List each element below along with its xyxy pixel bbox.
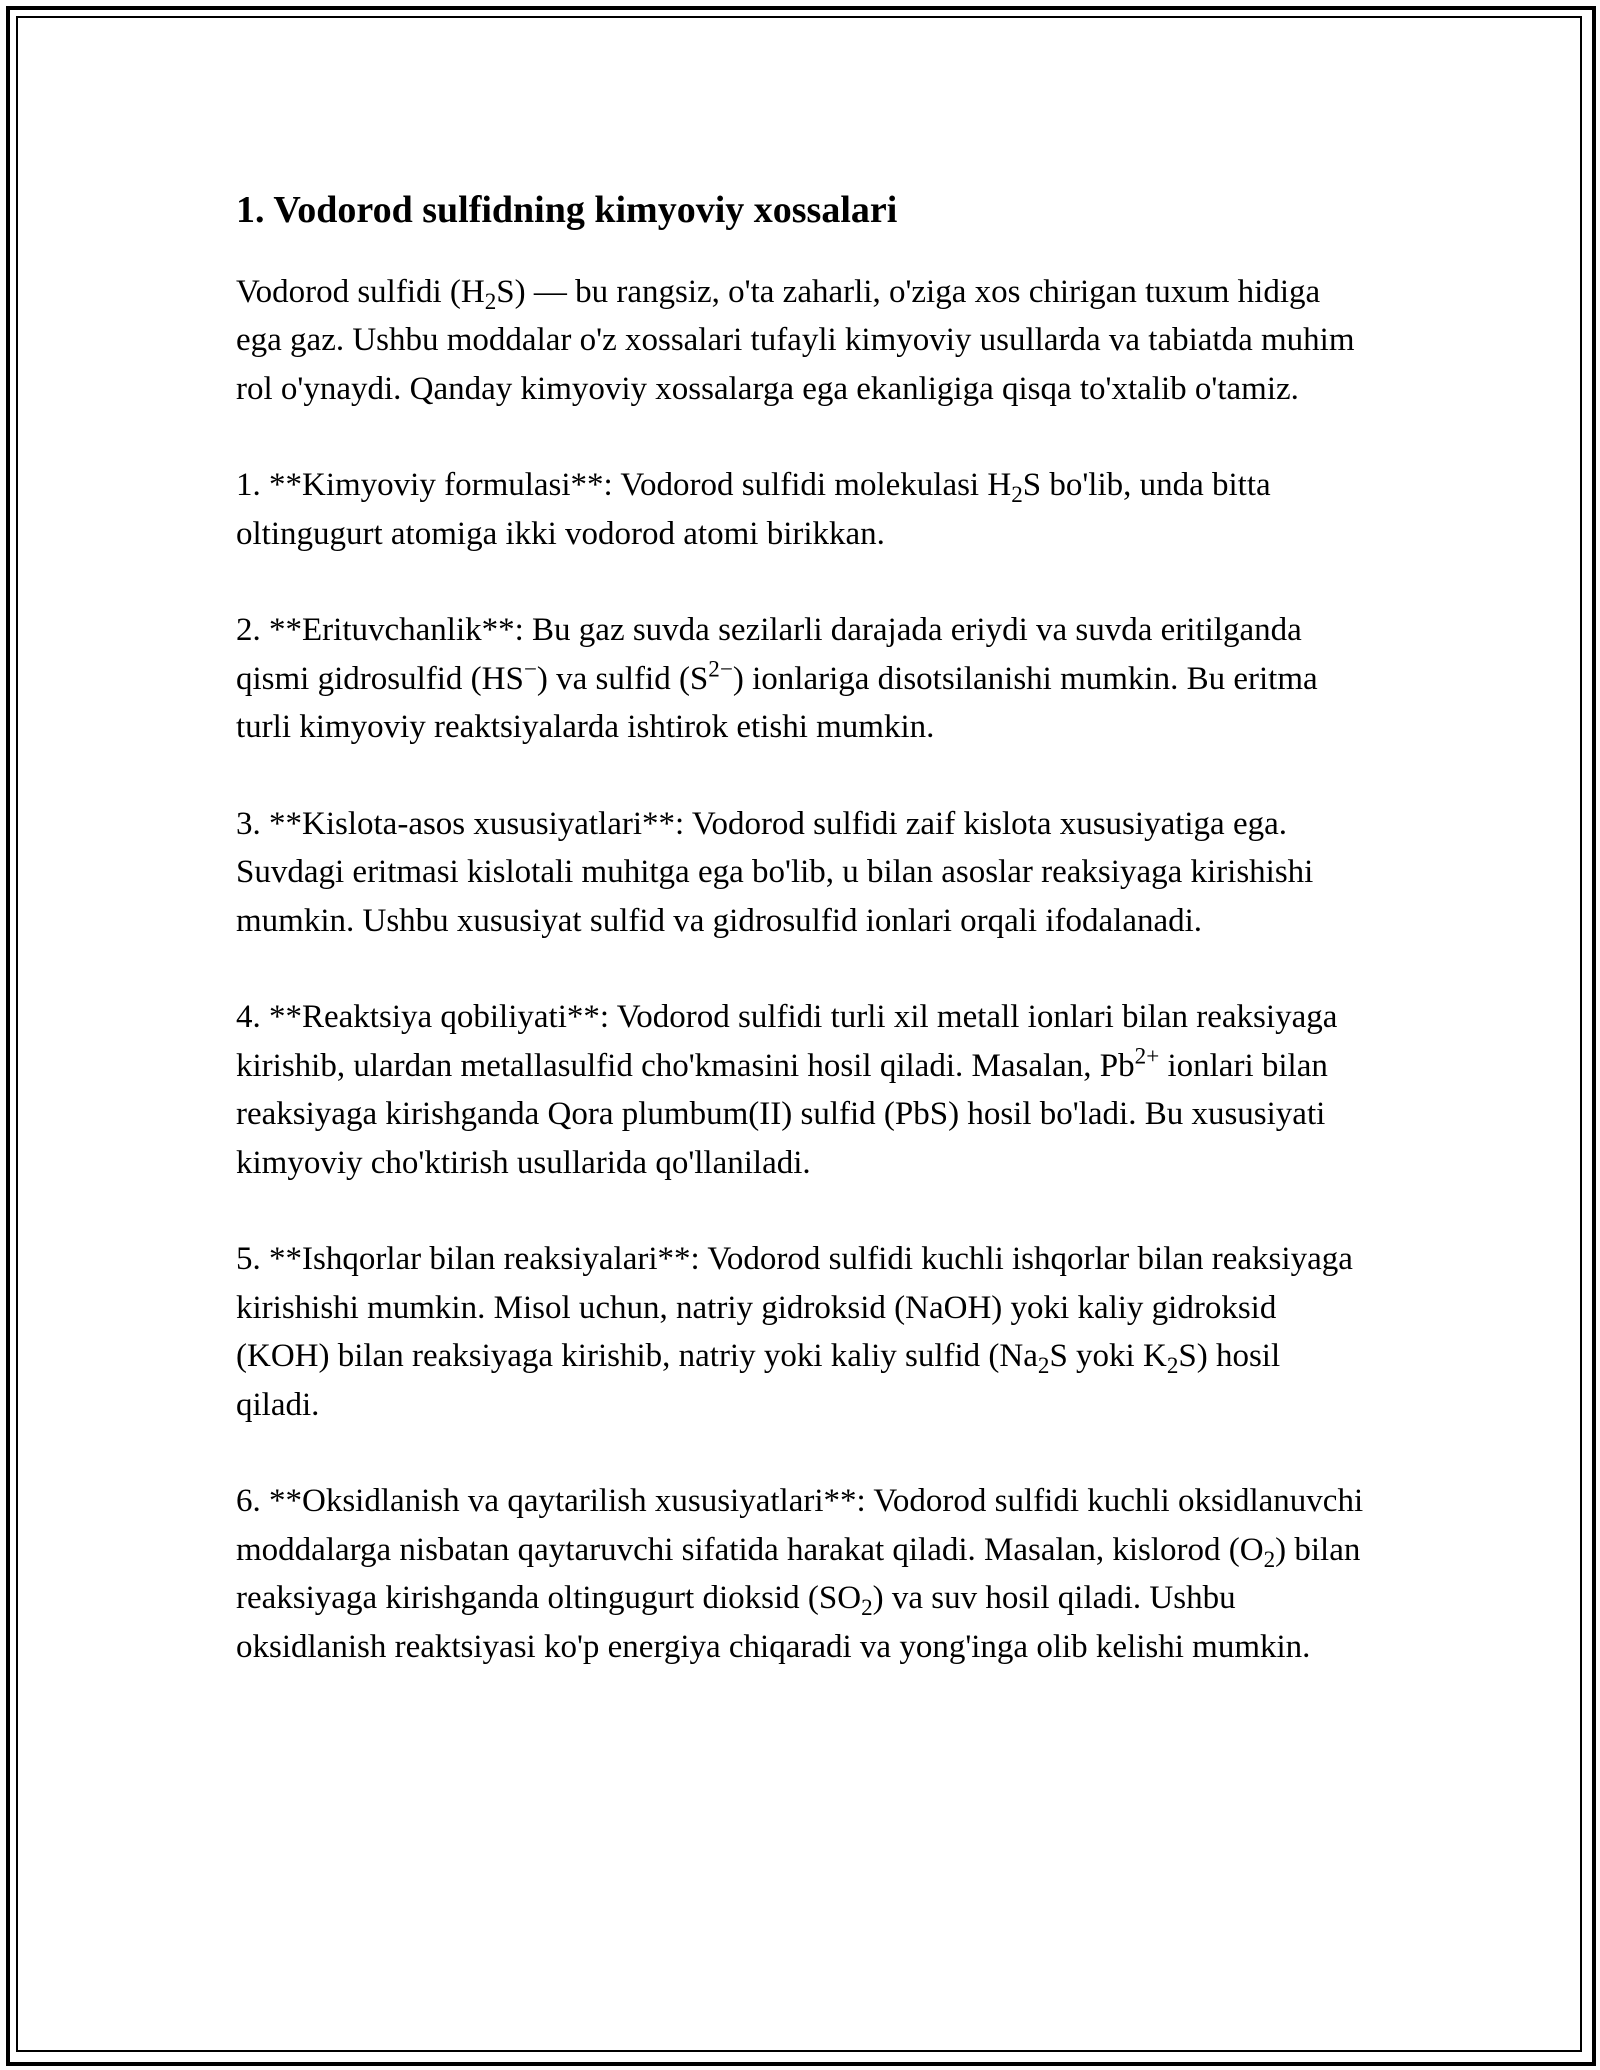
superscript: 2+ xyxy=(1134,1041,1160,1068)
item-text-middle: ) va sulfid (S xyxy=(536,660,709,697)
item-text-start: 5. **Ishqorlar bilan reaksiyalari**: Vodorod sulfidi kuchli ishqorlar bilan reaksiyaga kirishishi mumkin. Misol uchun, natriy gidroksid (NaOH) yoki kaliy gidroksid (KOH) bilan reaksiyaga kirishib, natriy yoki kaliy sulfid (Na xyxy=(236,1241,1353,1375)
subscript: 2 xyxy=(1263,1545,1276,1572)
superscript: 2− xyxy=(708,654,733,681)
intro-text-end: S) — bu rangsiz, o'ta zaharli, o'ziga xos chirigan tuxum hidiga ega gaz. Ushbu moddalar o'z xossalari tufayli kimyoviy usullarda va tabiatda muhim rol o'ynaydi. Qanday kimyoviy xossalarga ega ekanligiga qisqa to'xtalib o'tamiz. xyxy=(236,273,1355,407)
subscript: 2 xyxy=(484,287,497,314)
item-text-start: 2. **Erituvchanlik**: Bu gaz suvda sezilarli darajada eriydi va suvda eritilganda qismi gidrosulfid (HS xyxy=(236,612,1302,697)
intro-text-start: Vodorod sulfidi (H xyxy=(236,273,485,310)
item-text-end: ) va suv hosil qiladi. Ushbu oksidlanish reaktsiyasi ko'p energiya chiqaradi va yong'inga olib kelishi mumkin. xyxy=(236,1580,1311,1665)
document-title: 1. Vodorod sulfidning kimyoviy xossalari xyxy=(236,189,898,231)
item-text-start: 6. **Oksidlanish va qaytarilish xususiyatlari**: Vodorod sulfidi kuchli oksidlanuvchi moddalarga nisbatan qaytaruvchi sifatida harakat qiladi. Masalan, kislorod (O xyxy=(236,1483,1364,1568)
subscript: 2 xyxy=(1166,1352,1179,1379)
subscript: 2 xyxy=(1011,481,1023,508)
intro-paragraph xyxy=(236,268,1366,414)
subscript: 2 xyxy=(861,1594,873,1621)
item-text-end: ionlari bilan reaksiyaga kirishganda Qora plumbum(II) sulfid (PbS) hosil bo'ladi. Bu xususiyati kimyoviy cho'ktirish usullarida qo'llaniladi. xyxy=(236,1047,1328,1181)
item-text-end: ) ionlariga disotsilanishi mumkin. Bu eritma turli kimyoviy reaktsiyalarda ishtirok etishi mumkin. xyxy=(236,660,1318,746)
item-redox xyxy=(236,1477,1366,1671)
item-text-end: S) hosil qiladi. xyxy=(236,1338,1281,1423)
item-alkali-reactions xyxy=(236,1235,1366,1429)
item-text-end: S bo'lib, unda bitta oltingugurt atomiga ikki vodorod atomi birikkan. xyxy=(236,467,1271,552)
item-text-start: 4. **Reaktsiya qobiliyati**: Vodorod sulfidi turli xil metall ionlari bilan reaksiyaga kirishib, ulardan metallasulfid cho'kmasini hosil qiladi. Masalan, Pb xyxy=(236,999,1338,1084)
document-body xyxy=(236,188,1366,1719)
item-text-middle: S yoki K xyxy=(1049,1338,1167,1375)
item-text-middle: ) bilan reaksiyaga kirishganda oltingugurt dioksid (SO xyxy=(236,1531,1361,1617)
superscript: − xyxy=(523,654,537,681)
item-acid-base xyxy=(236,800,1366,946)
item-text-start: 1. **Kimyoviy formulasi**: Vodorod sulfidi molekulasi H xyxy=(236,467,1012,504)
item-solubility xyxy=(236,606,1366,752)
subscript: 2 xyxy=(1037,1352,1050,1379)
item-chemical-formula xyxy=(236,461,1366,558)
item-reactivity xyxy=(236,993,1366,1187)
item-text: 3. **Kislota-asos xususiyatlari**: Vodorod sulfidi zaif kislota xususiyatiga ega. Suvdagi eritmasi kislotali muhitga ega bo'lib, u bilan asoslar reaksiyaga kirishishi mumkin. Ushbu xususiyat sulfid va gidrosulfid ionlari orqali ifodalanadi. xyxy=(236,805,1314,939)
